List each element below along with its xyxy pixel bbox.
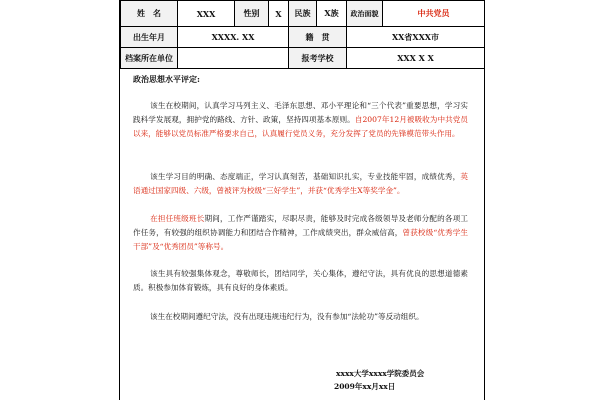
personal-info-table	[120, 0, 485, 69]
native-place-value: XX省XXX市	[347, 27, 485, 48]
evaluation-form	[119, 0, 485, 400]
applied-school-value: XXX X X	[347, 48, 485, 69]
birth-date-label: 出生年月	[121, 27, 178, 48]
paragraph-academics	[133, 170, 468, 198]
archive-unit-value	[178, 48, 289, 69]
archive-unit-label: 档案所在单位	[121, 48, 178, 69]
native-place-label: 籍 贯	[289, 27, 347, 48]
paragraph-conduct	[133, 310, 468, 324]
political-status-value: 中共党员	[383, 1, 485, 27]
paragraph-1-text: 该生在校期间，认真学习马列主义、毛泽东思想、邓小平理论和“三个代表”重要思想，学习实践科学发展观，拥护党的路线、方针、政策，坚持四项基本原则。	[133, 101, 468, 125]
paragraph-1-party-text: 自2007年12月被吸收为中共党员以来，能够以党员标准严格要求自己，认真履行党员义务，充分发挥了党员的先锋模范带头作用。	[133, 115, 468, 139]
political-status-label: 政治面貌	[347, 1, 383, 27]
paragraph-character	[133, 267, 468, 295]
paragraph-4-text: 该生具有较强集体观念，尊敬师长，团结同学，关心集体，遵纪守法，具有优良的思想道德素质。积极参加体育锻炼，具有良好的身体素质。	[133, 269, 468, 293]
paragraph-2-text: 该生学习目的明确、态度端正，学习认真刻苦，基础知识扎实，专业技能牢固，成绩优秀，	[150, 172, 461, 181]
name-label: 姓 名	[121, 1, 178, 27]
ethnicity-label: 民族	[289, 1, 317, 27]
info-row-1	[121, 1, 485, 27]
gender-label: 性别	[235, 1, 269, 27]
committee-signature: xxxx大学xxxx学院委员会	[336, 369, 425, 378]
paragraph-3-honors-text: 曾获校级“优秀学生干部”及“优秀团员”等称号。	[133, 228, 468, 252]
birth-date-value: XXXX. XX	[178, 27, 289, 48]
evaluation-section	[120, 71, 484, 400]
paragraph-leadership	[133, 212, 468, 255]
name-value: XXX	[178, 1, 235, 27]
paragraph-5-text: 该生在校期间遵纪守法，没有出现违规违纪行为，没有参加“法轮功”等反动组织。	[150, 312, 424, 321]
paragraph-3-text: 期间，工作严谨踏实，尽职尽责，能够及时完成各级领导及老师分配的各项工作任务，有较强的组织协调能力和团结合作精神，工作成绩突出，群众威信高，	[133, 214, 469, 238]
signature-date: 2009年xx月xx日	[334, 382, 396, 391]
info-row-3	[121, 48, 485, 69]
paragraph-political-study	[133, 99, 468, 142]
gender-value: X	[269, 1, 289, 27]
ethnicity-value: X族	[317, 1, 347, 27]
evaluation-heading: 政治思想水平评定:	[133, 74, 200, 84]
applied-school-label: 报考学校	[289, 48, 347, 69]
paragraph-2-awards-text: 英语通过国家四级、六级，曾被评为校级“三好学生”，并获“优秀学生X等奖学金”。	[133, 172, 468, 196]
info-row-2	[121, 27, 485, 48]
paragraph-3-role-text: 在担任班级班长	[150, 214, 205, 223]
